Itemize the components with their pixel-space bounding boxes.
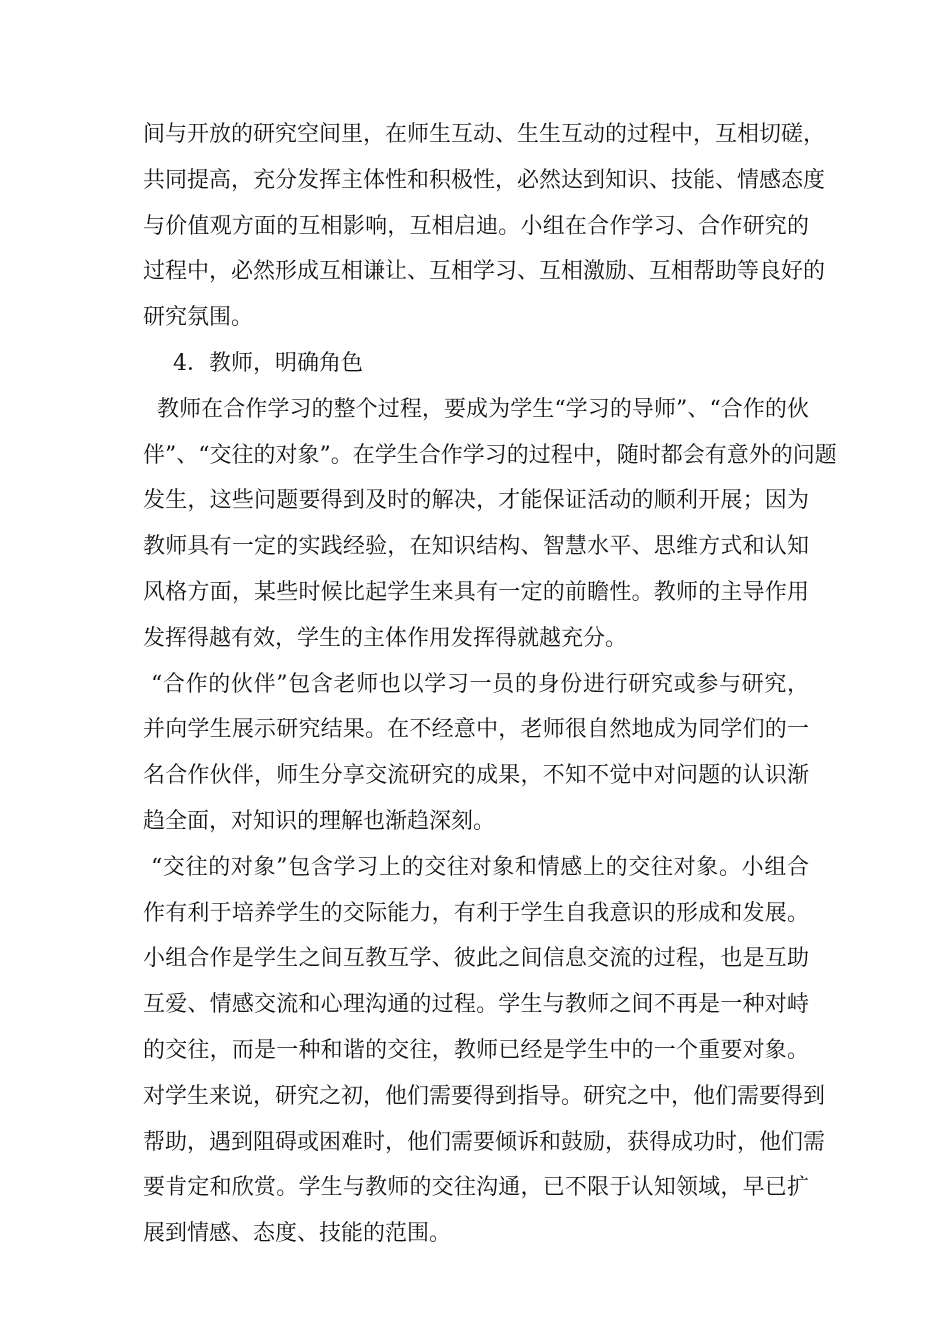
paragraph-1 [143,112,826,341]
paragraph-2 [143,387,837,662]
text-line: 伴”、“交往的对象”。在学生合作学习的过程中，随时都会有意外的问题 [143,442,837,468]
document-page [143,112,837,1257]
paragraph-3 [143,662,809,845]
text-line: 过程中，必然形成互相谦让、互相学习、互相激励、互相帮助等良好的 [143,259,826,285]
text-line: 小组合作是学生之间互教互学、彼此之间信息交流的过程，也是互助 [143,946,809,972]
text-line: 的交往，而是一种和谐的交往，教师已经是学生中的一个重要对象。 [143,1037,809,1063]
text-line: 展到情感、态度、技能的范围。 [143,1221,452,1247]
text-line: 并向学生展示研究结果。在不经意中，老师很自然地成为同学们的一 [143,717,809,743]
text-line: 名合作伙伴，师生分享交流研究的成果，不知不觉中对问题的认识渐 [143,763,809,789]
text-line: 互爱、情感交流和心理沟通的过程。学生与教师之间不再是一种对峙 [143,992,809,1018]
text-line: 对学生来说，研究之初，他们需要得到指导。研究之中，他们需要得到 [143,1083,826,1109]
text-line: “合作的伙伴”包含老师也以学习一员的身份进行研究或参与研究， [151,671,809,697]
text-line: 发生，这些问题要得到及时的解决，才能保证活动的顺利开展；因为 [143,488,809,514]
text-line: 研究氛围。 [143,305,254,331]
text-line: 教师在合作学习的整个过程，要成为学生“学习的导师”、“合作的伙 [157,396,809,422]
text-line: 教师具有一定的实践经验，在知识结构、智慧水平、思维方式和认知 [143,534,809,560]
text-line: 作有利于培养学生的交际能力，有利于学生自我意识的形成和发展。 [143,900,809,926]
text-line: 共同提高，充分发挥主体性和积极性，必然达到知识、技能、情感态度 [143,167,826,193]
text-line: 帮助，遇到阻碍或困难时，他们需要倾诉和鼓励，获得成功时，他们需 [143,1129,826,1155]
text-line: 与价值观方面的互相影响，互相启迪。小组在合作学习、合作研究的 [143,213,809,239]
text-line: 要肯定和欣赏。学生与教师的交往沟通，已不限于认知领域，早已扩 [143,1175,809,1201]
text-line: 风格方面，某些时候比起学生来具有一定的前瞻性。教师的主导作用 [143,579,809,605]
text-line: 趋全面，对知识的理解也渐趋深刻。 [143,808,496,834]
text-line: “交往的对象”包含学习上的交往对象和情感上的交往对象。小组合 [151,854,809,880]
text-line: 间与开放的研究空间里，在师生互动、生生互动的过程中，互相切磋， [143,122,826,147]
section-heading: 4．教师，明确角色 [173,350,363,376]
paragraph-4 [143,845,826,1257]
text-line: 发挥得越有效，学生的主体作用发挥得就越充分。 [143,625,628,651]
